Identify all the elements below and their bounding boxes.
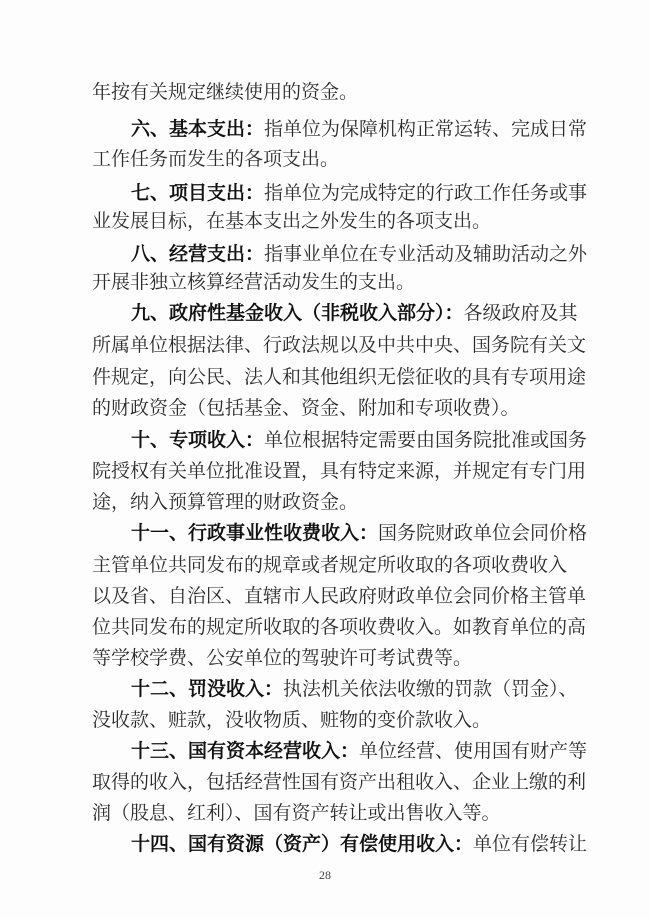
section-heading: 十四、国有资源（资产）有偿使用收入： (131, 833, 474, 855)
paragraph-heading-line: 七、项目支出：指单位为完成特定的行政工作任务或事 (131, 182, 588, 204)
text-line: 没收款、赃款，没收物质、赃物的变价款收入。 (92, 709, 492, 731)
text-line: 院授权有关单位批准设置，具有特定来源，并规定有专门用 (92, 460, 587, 482)
text-line: 业发展目标，在基本支出之外发生的各项支出。 (92, 210, 492, 232)
section-heading: 十一、行政事业性收费收入： (131, 522, 379, 544)
text-line: 开展非独立核算经营活动发生的支出。 (92, 271, 416, 293)
text-line: 取得的收入，包括经营性国有资产出租收入、企业上缴的利 (92, 771, 587, 793)
paragraph-heading-line: 十、专项收入：单位根据特定需要由国务院批准或国务 (131, 429, 588, 451)
paragraph-heading-line: 十四、国有资源（资产）有偿使用收入：单位有偿转让 (131, 833, 588, 855)
section-heading: 十二、罚没收入： (131, 678, 284, 700)
paragraph-heading-line: 九、政府性基金收入（非税收入部分）：各级政府及其 (131, 302, 578, 324)
paragraph-heading-line: 十二、罚没收入：执法机关依法收缴的罚款（罚金）、 (131, 678, 578, 700)
paragraph-heading-line: 十一、行政事业性收费收入：国务院财政单位会同价格 (131, 522, 588, 544)
text-line: 润（股息、红利）、国有资产转让或出售收入等。 (92, 802, 501, 824)
text-line: 途，纳入预算管理的财政资金。 (92, 491, 359, 513)
section-heading: 六、基本支出： (131, 118, 265, 140)
paragraph-heading-line: 六、基本支出：指单位为保障机构正常运转、完成日常 (131, 118, 588, 140)
text-line: 年按有关规定继续使用的资金。 (92, 81, 359, 103)
section-heading: 九、政府性基金收入（非税收入部分）： (131, 302, 464, 324)
text-line: 主管单位共同发布的规章或者规定所收取的各项收费收入 (92, 554, 568, 576)
text-line: 等学校学费、公安单位的驾驶许可考试费等。 (92, 647, 473, 669)
text-line: 工作任务而发生的各项支出。 (92, 148, 340, 170)
paragraph-heading-line: 八、经营支出：指事业单位在专业活动及辅助活动之外 (131, 243, 588, 265)
page-number: 28 (319, 868, 331, 882)
section-heading: 十、专项收入： (131, 429, 265, 451)
paragraph-heading-line: 十三、国有资本经营收入：单位经营、使用国有财产等 (131, 740, 588, 762)
text-line: 件规定，向公民、法人和其他组织无偿征收的具有专项用途 (92, 366, 587, 388)
text-line: 所属单位根据法律、行政法规以及中共中央、国务院有关文 (92, 334, 587, 356)
section-heading: 十三、国有资本经营收入： (131, 740, 360, 762)
section-heading: 八、经营支出： (131, 243, 265, 265)
text-line: 位共同发布的规定所收取的各项收费收入。如教育单位的高 (92, 616, 587, 638)
text-line: 的财政资金（包括基金、资金、附加和专项收费）。 (92, 397, 520, 419)
section-heading: 七、项目支出： (131, 182, 265, 204)
text-line: 以及省、自治区、直辖市人民政府财政单位会同价格主管单 (92, 585, 587, 607)
